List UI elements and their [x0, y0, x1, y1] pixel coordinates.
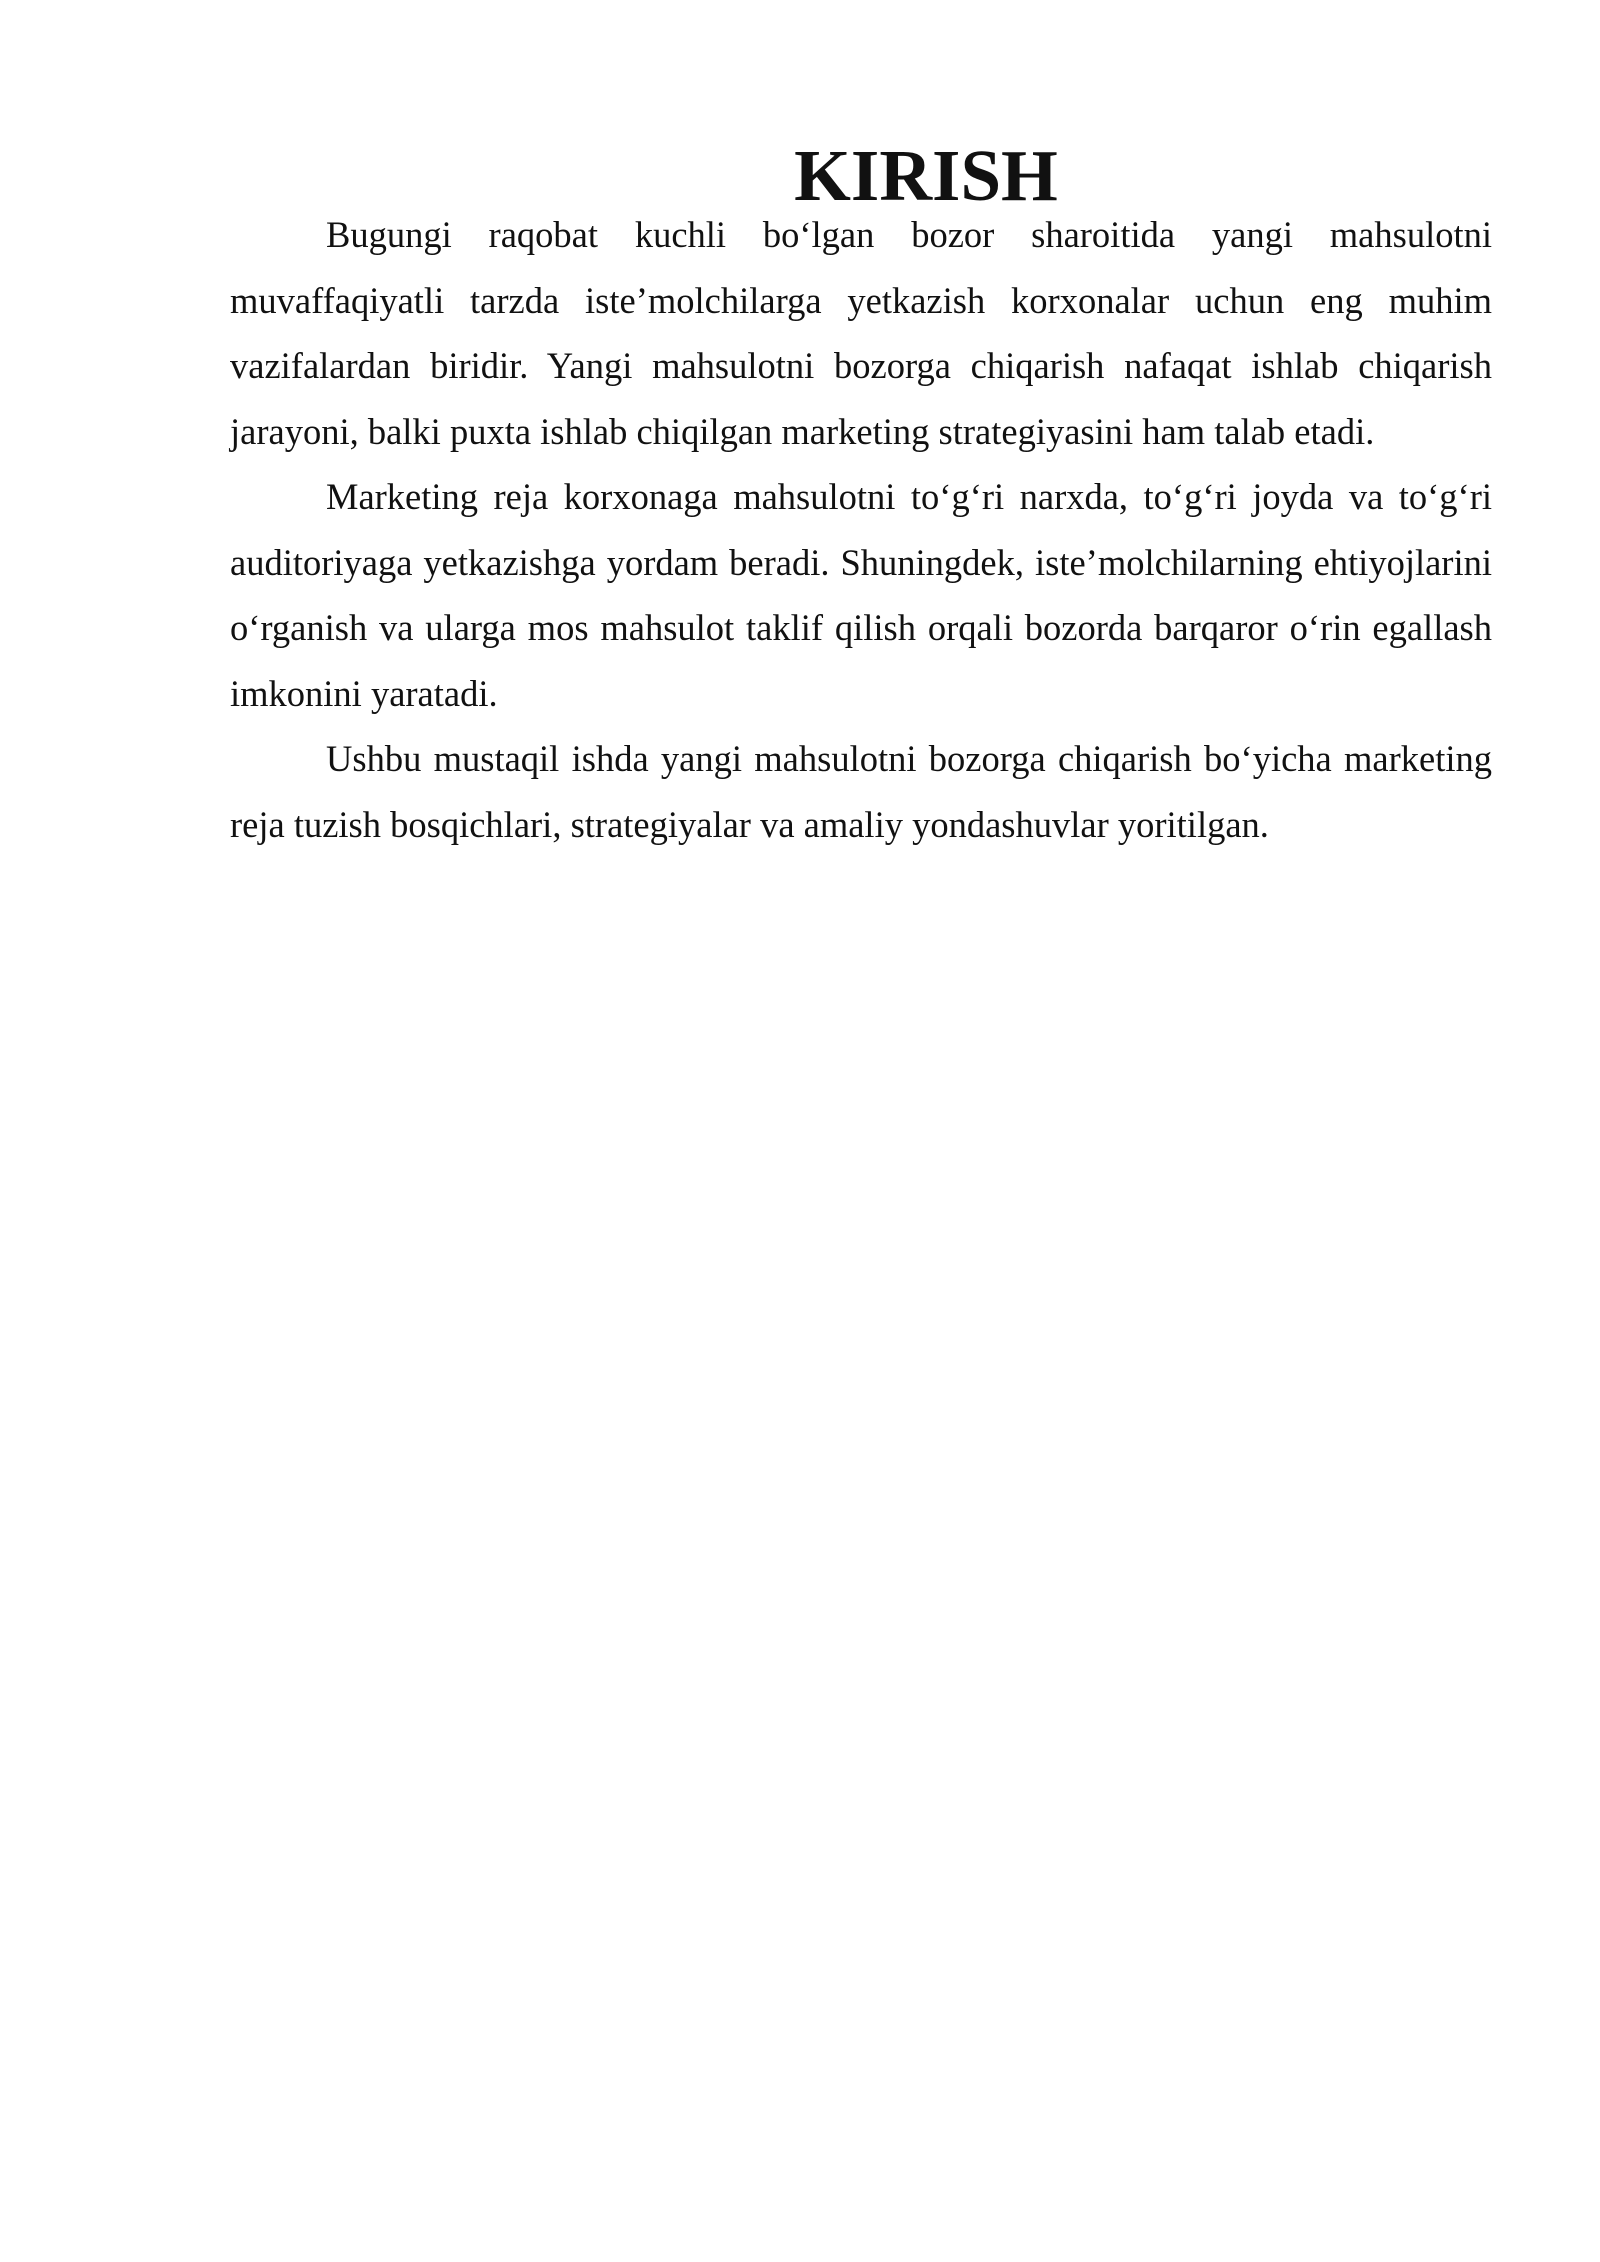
section-title: KIRISH — [794, 135, 1058, 216]
page-content — [230, 135, 1492, 857]
paragraph-scope: Ushbu mustaqil ishda yangi mahsulotni bozorga chiqarish bo‘yicha marketing reja tuzish bosqichlari, strategiyalar va amaliy yondashuvlar yoritilgan. — [230, 738, 1492, 845]
paragraph-marketing-plan: Marketing reja korxonaga mahsulotni to‘g‘ri narxda, to‘g‘ri joyda va to‘g‘ri auditoriyaga yetkazishga yordam beradi. Shuningdek, iste’molchilarning ehtiyojlarini o‘rganish va ularga mos mahsulot taklif qilish orqali bozorda barqaror o‘rin egallash imkonini yaratadi. — [230, 476, 1492, 714]
paragraph-intro: Bugungi raqobat kuchli bo‘lgan bozor sharoitida yangi mahsulotni muvaffaqiyatli tarzda iste’molchilarga yetkazish korxonalar uchun eng muhim vazifalardan biridir. Yangi mahsulotni bozorga chiqarish nafaqat ishlab chiqarish jarayoni, balki puxta ishlab chiqilgan marketing strategiyasini ham talab etadi. — [230, 214, 1492, 452]
